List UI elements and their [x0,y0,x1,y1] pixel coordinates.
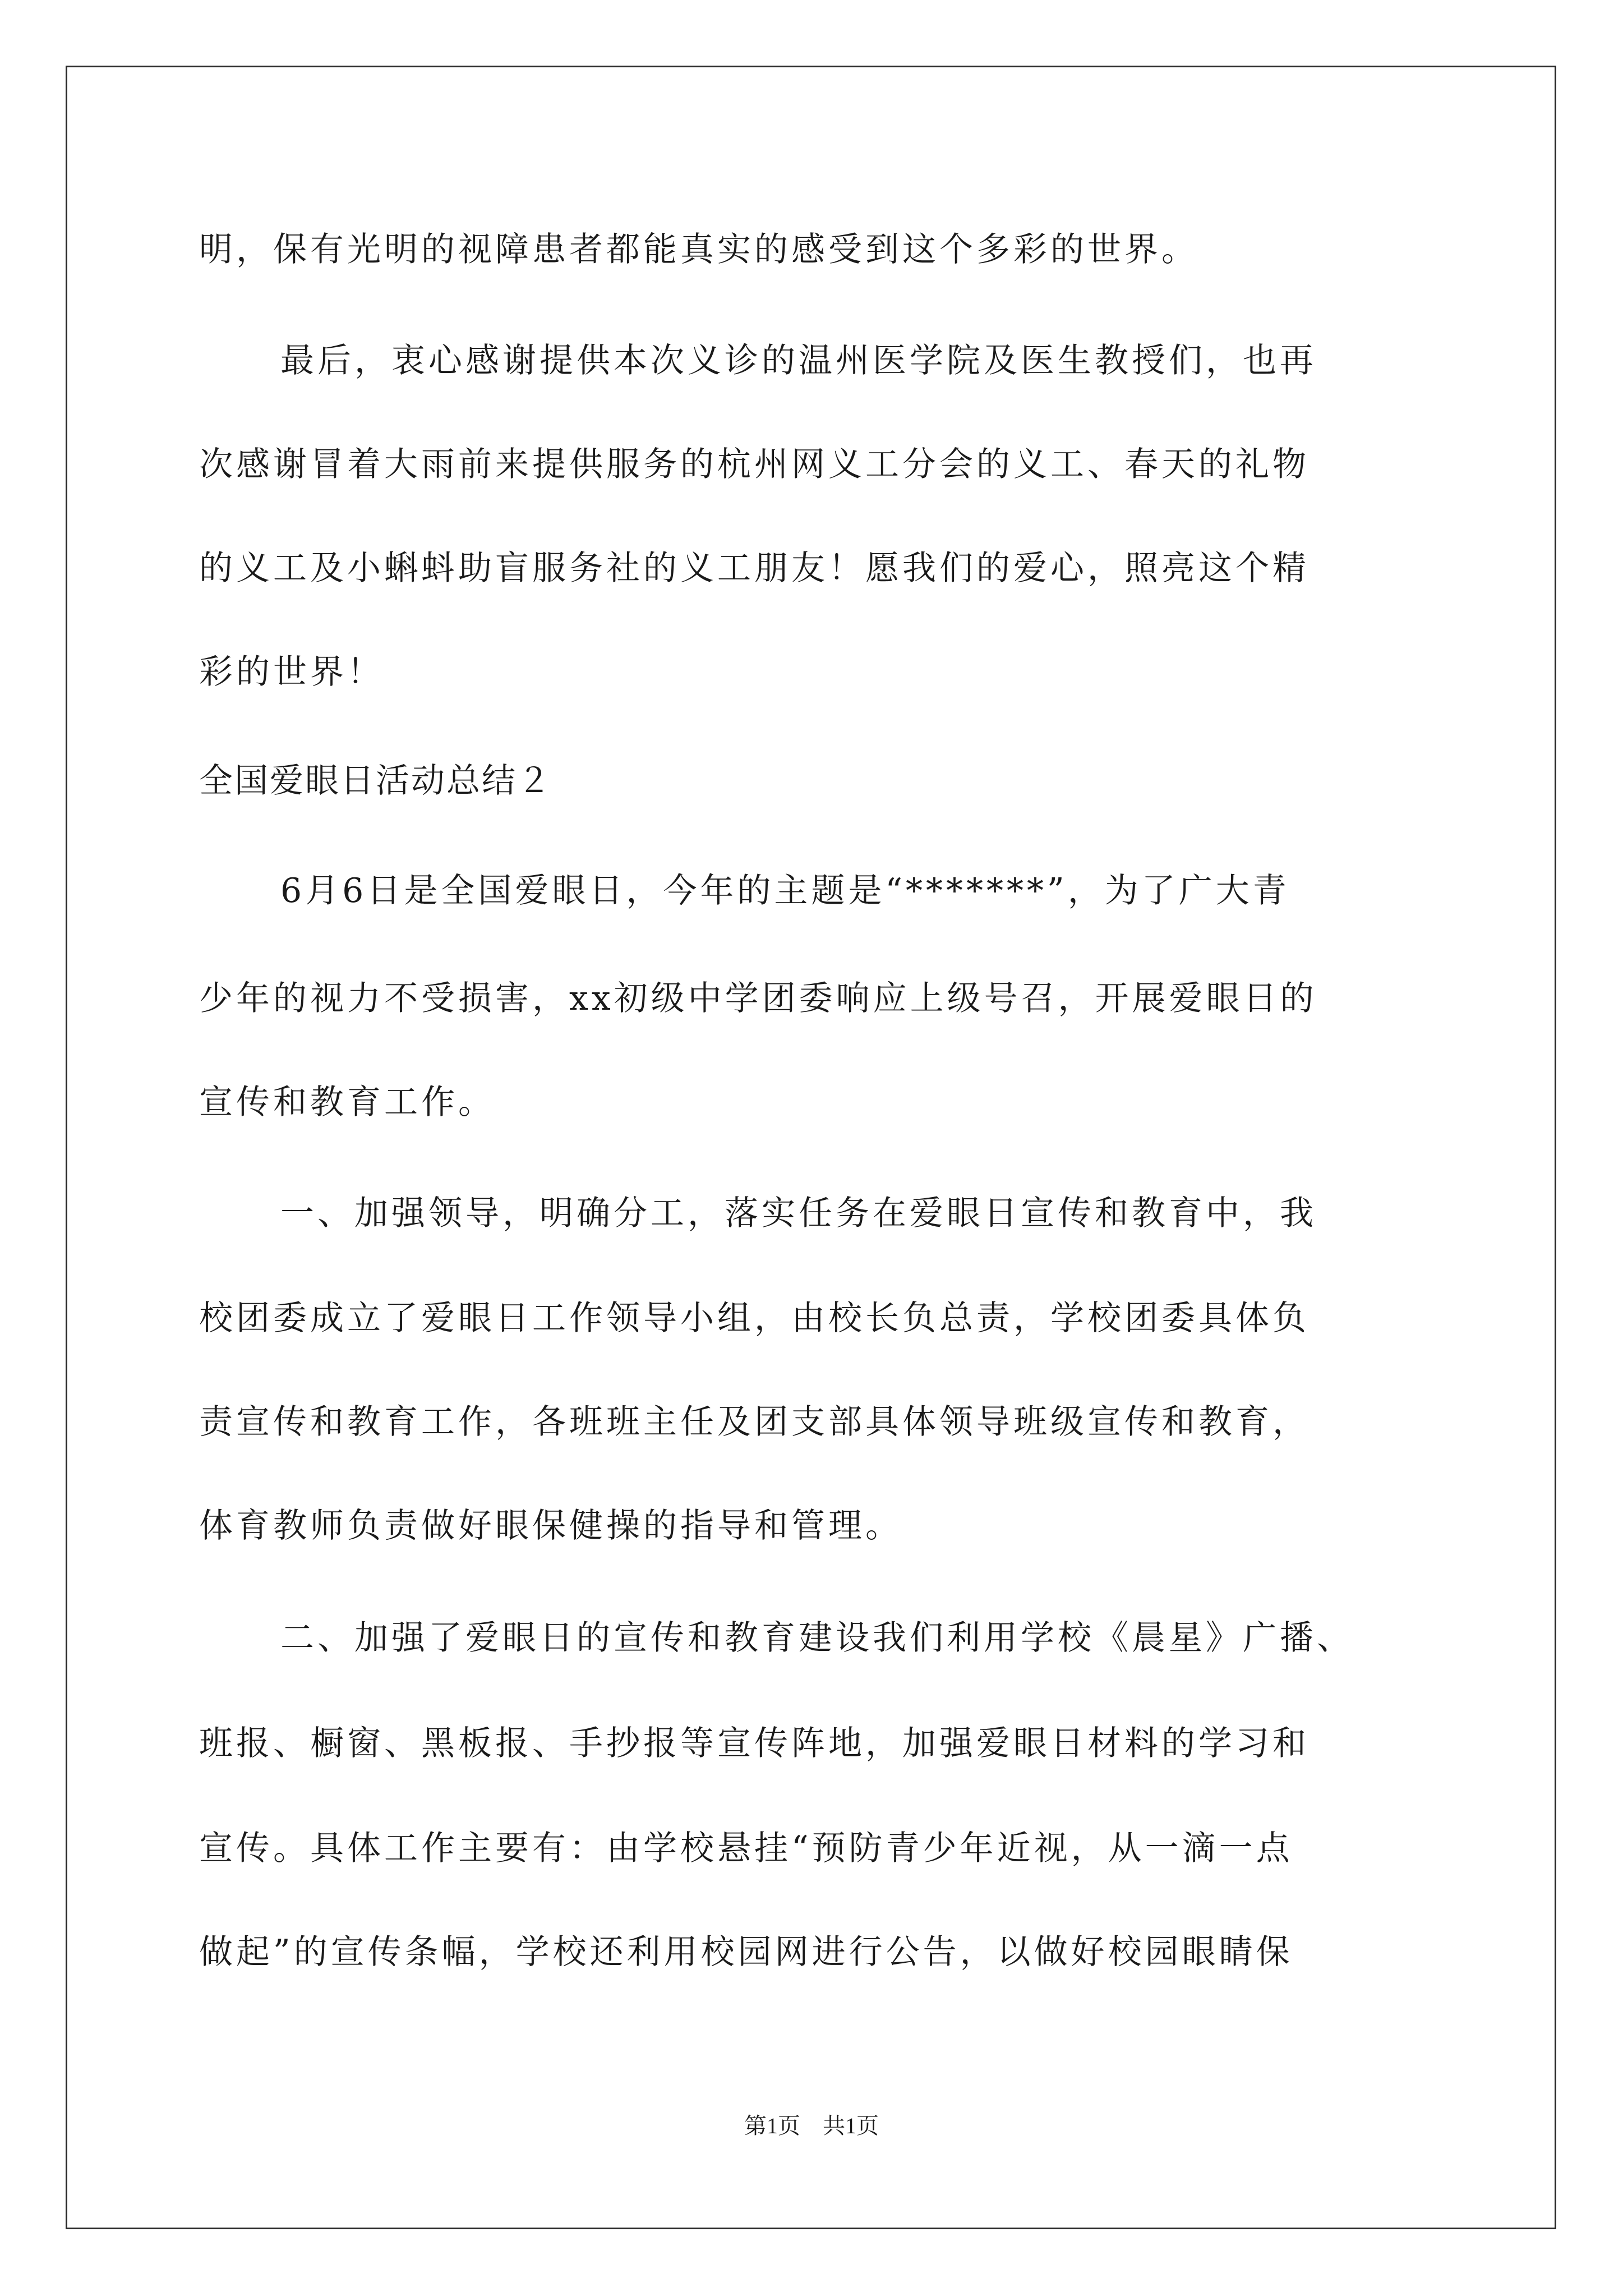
page-total: 共1页 [823,2113,879,2138]
text-line: 的义工及小蝌蚪助盲服务社的义工朋友！愿我们的爱心，照亮这个精 [199,549,1310,588]
text-line: 次感谢冒着大雨前来提供服务的杭州网义工分会的义工、春天的礼物 [199,445,1310,484]
text-line: 少年的视力不受损害，xx初级中学团委响应上级号召，开展爱眼日的 [199,979,1317,1018]
text-line: 宣传。具体工作主要有：由学校悬挂“预防青少年近视，从一滴一点 [199,1829,1293,1868]
page-border [66,66,1556,2229]
text-line: 一、加强领导，明确分工，落实任务在爱眼日宣传和教育中，我 [280,1194,1317,1233]
text-line: 彩的世界！ [199,652,384,692]
text-line: 6月6日是全国爱眼日，今年的主题是“*******”，为了广大青 [280,871,1290,910]
page-footer [0,2109,1623,2143]
text-line: 最后，衷心感谢提供本次义诊的温州医学院及医生教授们，也再 [280,341,1317,380]
text-line: 校团委成立了爱眼日工作领导小组，由校长负总责，学校团委具体负 [199,1299,1310,1338]
page-number: 第1页 [744,2113,800,2138]
text-line: 做起”的宣传条幅，学校还利用校园网进行公告，以做好校园眼睛保 [199,1932,1293,1972]
section-heading: 全国爱眼日活动总结２ [199,761,552,800]
text-line: 宣传和教育工作。 [199,1083,495,1122]
text-line: 体育教师负责做好眼保健操的指导和管理。 [199,1506,902,1545]
text-line: 二、加强了爱眼日的宣传和教育建设我们利用学校《晨星》广播、 [280,1618,1354,1658]
text-line: 责宣传和教育工作，各班班主任及团支部具体领导班级宣传和教育， [199,1402,1310,1442]
text-line: 班报、橱窗、黑板报、手抄报等宣传阵地，加强爱眼日材料的学习和 [199,1724,1310,1763]
text-line: 明，保有光明的视障患者都能真实的感受到这个多彩的世界。 [199,230,1198,269]
